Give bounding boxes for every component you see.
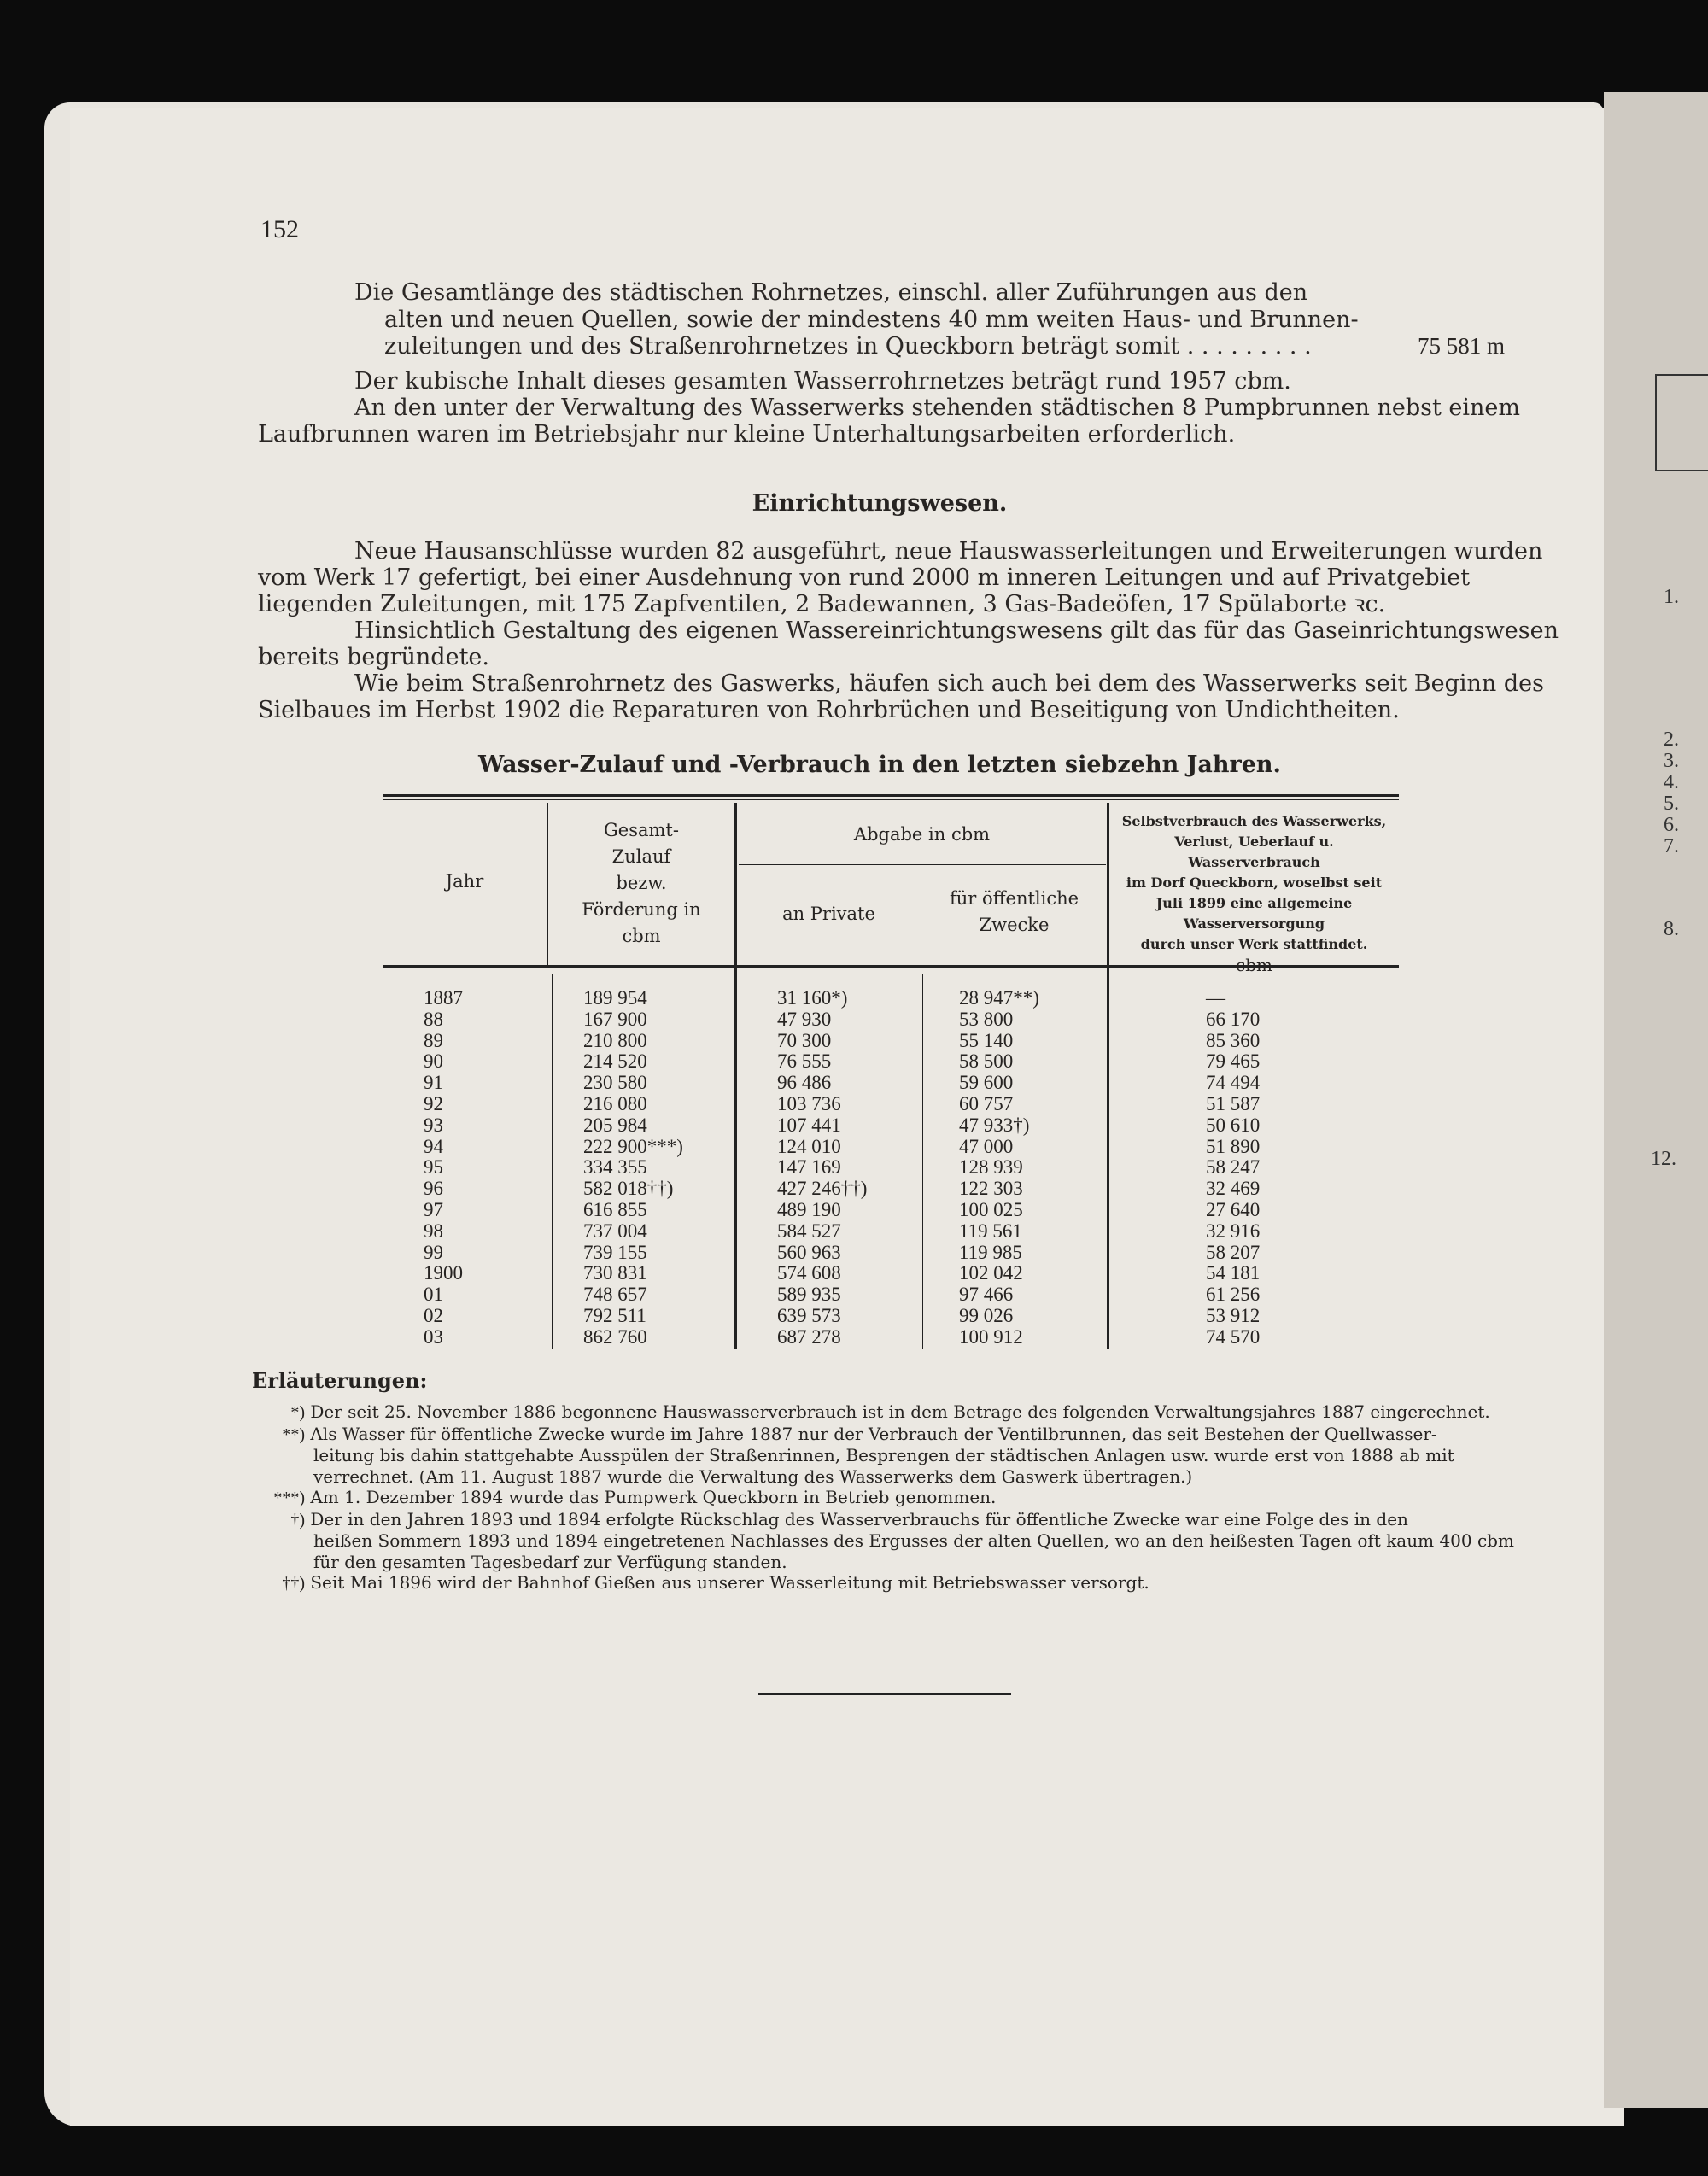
cell-private: 687 278 — [777, 1325, 841, 1348]
adjacent-row-number: 7. — [1664, 835, 1679, 857]
cell-private: 107 441 — [777, 1114, 841, 1136]
cell-self: 51 890 — [1206, 1135, 1261, 1157]
cell-private: 103 736 — [777, 1092, 841, 1114]
footnote-5 — [252, 1572, 1524, 1594]
footnote-marker: *) — [290, 1403, 305, 1422]
cell-self: 27 640 — [1206, 1198, 1261, 1220]
cell-self: 74 494 — [1206, 1072, 1261, 1094]
section-p1-line-2: vom Werk 17 gefertigt, bei einer Ausdehnung von rund 2000 m inneren Leitungen und auf Privatgebiet — [258, 564, 1471, 591]
cell-self: 85 360 — [1206, 1029, 1261, 1051]
header-abgabe: Abgabe in cbm — [853, 824, 991, 845]
table-row — [383, 1243, 1399, 1264]
footnote-marker: ***) — [273, 1489, 305, 1507]
intro-line-1: Die Gesamtlänge des städtischen Rohrnetzes, einschl. aller Zuführungen aus den — [354, 279, 1308, 306]
table-body — [383, 988, 1399, 1348]
adjacent-row-number: 4. — [1664, 771, 1679, 793]
cell-private: 584 527 — [777, 1220, 841, 1242]
cell-self: 50 610 — [1206, 1114, 1261, 1136]
cell-public: 60 757 — [959, 1092, 1014, 1114]
cell-year: 1887 — [424, 987, 463, 1009]
cell-year: 01 — [424, 1284, 443, 1306]
table-title: Wasser-Zulauf und -Verbrauch in den letzten siebzehn Jahren. — [478, 752, 1281, 778]
cell-private: 47 930 — [777, 1008, 832, 1030]
cell-public: 119 985 — [959, 1241, 1022, 1263]
cell-public: 119 561 — [959, 1220, 1022, 1242]
table-row — [383, 1073, 1399, 1094]
cell-total: 216 080 — [583, 1092, 647, 1114]
table-row — [383, 1137, 1399, 1158]
cell-total: 737 004 — [583, 1220, 647, 1242]
table-row — [383, 1009, 1399, 1031]
section-p1-line-1: Neue Hausanschlüsse wurden 82 ausgeführt, neue Hauswasserleitungen und Erweiterungen wurden — [354, 538, 1543, 564]
header-year: Jahr — [445, 871, 484, 892]
cell-total: 616 855 — [583, 1198, 647, 1220]
header-self-line: Wasserversorgung — [1183, 915, 1325, 932]
footnote-text: heißen Sommern 1893 und 1894 eingetretenen Nachlasses des Ergusses der alten Quellen, wo an den heißesten Tagen oft kaum 400 cbm — [313, 1530, 1514, 1551]
header-self-line: Juli 1899 eine allgemeine — [1155, 895, 1353, 911]
adjacent-row-number: 3. — [1664, 750, 1679, 772]
table-row — [383, 1031, 1399, 1052]
table-row — [383, 988, 1399, 1009]
cell-total: 739 155 — [583, 1241, 647, 1263]
footnote-1 — [252, 1401, 1524, 1424]
cell-year: 03 — [424, 1325, 443, 1348]
cell-private: 147 169 — [777, 1156, 841, 1179]
cell-public: 99 026 — [959, 1304, 1014, 1326]
header-private: an Private — [782, 904, 875, 924]
cell-total: 582 018††) — [583, 1178, 674, 1200]
cell-self: 74 570 — [1206, 1325, 1261, 1348]
header-self-line: cbm — [1236, 955, 1272, 975]
cell-year: 88 — [424, 1008, 443, 1030]
header-public-line: für öffentliche — [949, 888, 1079, 909]
footnote-marker: †) — [290, 1510, 305, 1530]
adjacent-row-number: 1. — [1664, 586, 1679, 608]
cell-total: 730 831 — [583, 1262, 647, 1284]
footnote-text: Am 1. Dezember 1894 wurde das Pumpwerk Queckborn in Betrieb genommen. — [310, 1487, 997, 1507]
adjacent-row-number: 2. — [1664, 728, 1679, 751]
cell-public: 28 947**) — [959, 987, 1039, 1009]
cell-private: 489 190 — [777, 1198, 841, 1220]
cell-private: 589 935 — [777, 1284, 841, 1306]
cell-public: 102 042 — [959, 1262, 1023, 1284]
adjacent-row-number: 6. — [1664, 814, 1679, 836]
footnote-4 — [252, 1509, 1524, 1531]
footnote-text: Der in den Jahren 1893 und 1894 erfolgte Rückschlag des Wasserverbrauchs für öffentliche Zwecke war eine Folge des in den — [310, 1508, 1408, 1530]
abgabe-subheader-rule — [739, 864, 1106, 865]
cell-private: 31 160*) — [777, 987, 848, 1009]
cell-public: 59 600 — [959, 1072, 1014, 1094]
header-total — [548, 817, 734, 950]
cell-year: 1900 — [424, 1262, 463, 1284]
table-row — [383, 1200, 1399, 1221]
cell-private: 76 555 — [777, 1050, 832, 1073]
adjacent-row-number: 5. — [1664, 793, 1679, 815]
cell-year: 95 — [424, 1156, 443, 1179]
pump-paragraph-line-1: An den unter der Verwaltung des Wasserwerks stehenden städtischen 8 Pumpbrunnen nebst einem — [354, 395, 1520, 421]
cell-total: 205 984 — [583, 1114, 647, 1136]
cell-self: 54 181 — [1206, 1262, 1261, 1284]
cell-total: 230 580 — [583, 1072, 647, 1094]
footnote-text: verrechnet. (Am 11. August 1887 wurde die Verwaltung des Wasserwerks dem Gaswerk übertragen.) — [313, 1465, 1193, 1487]
cell-public: 122 303 — [959, 1178, 1023, 1200]
footnote-text: leitung bis dahin stattgehabte Ausspülen der Straßenrinnen, Besprengen der städtischen Anlagen usw. wurde erst von 1888 ab mit — [313, 1445, 1454, 1465]
footnotes — [252, 1401, 1524, 1594]
cell-total: 167 900 — [583, 1008, 647, 1030]
cell-year: 02 — [424, 1304, 443, 1326]
cell-public: 47 000 — [959, 1135, 1014, 1157]
footnote-marker: **) — [282, 1424, 305, 1444]
table-row — [383, 1306, 1399, 1327]
section-p2-line-1: Hinsichtlich Gestaltung des eigenen Wassereinrichtungswesens gilt das für das Gaseinrichtungswesen — [354, 617, 1559, 644]
table-row — [383, 1284, 1399, 1306]
cell-year: 89 — [424, 1029, 443, 1051]
cell-year: 93 — [424, 1114, 443, 1136]
header-total-line: bezw. — [616, 873, 667, 893]
cell-public: 55 140 — [959, 1029, 1014, 1051]
footnote-marker: ††) — [282, 1574, 305, 1593]
header-self-line: Verlust, Ueberlauf u. Wasserverbrauch — [1174, 834, 1334, 870]
cell-total: 334 355 — [583, 1156, 647, 1179]
adjacent-table-header — [1655, 374, 1708, 471]
header-total-line: Förderung in — [582, 899, 701, 920]
header-total-line: cbm — [622, 926, 661, 946]
table-row — [383, 1115, 1399, 1137]
header-public — [921, 886, 1107, 939]
cell-private: 427 246††) — [777, 1178, 868, 1200]
cell-private: 124 010 — [777, 1135, 841, 1157]
cell-year: 97 — [424, 1198, 443, 1220]
footnote-text: Der seit 25. November 1886 begonnene Hauswasserverbrauch ist in dem Betrage des folgenden Verwaltungsjahres 1887 eingerechnet. — [310, 1401, 1490, 1422]
table-row — [383, 1094, 1399, 1115]
cell-private: 574 608 — [777, 1262, 841, 1284]
cell-private: 70 300 — [777, 1029, 832, 1051]
total-length-value: 75 581 m — [1418, 333, 1506, 359]
cell-year: 94 — [424, 1135, 443, 1157]
volume-paragraph: Der kubische Inhalt dieses gesamten Wasserrohrnetzes beträgt rund 1957 cbm. — [354, 368, 1291, 395]
cell-total: 792 511 — [583, 1304, 646, 1326]
cell-year: 98 — [424, 1220, 443, 1242]
cell-public: 58 500 — [959, 1050, 1014, 1073]
table-row — [383, 1221, 1399, 1243]
table-row — [383, 1179, 1399, 1200]
footnote-text: Als Wasser für öffentliche Zwecke wurde im Jahre 1887 nur der Verbrauch der Ventilbrunnen, das seit Bestehen der Quellwasser- — [310, 1423, 1437, 1444]
table-row — [383, 1327, 1399, 1348]
end-rule — [758, 1693, 1011, 1695]
header-self-line: durch unser Werk stattfindet. — [1140, 936, 1368, 952]
cell-year: 90 — [424, 1050, 443, 1073]
table-row — [383, 1263, 1399, 1284]
cell-year: 92 — [424, 1092, 443, 1114]
cell-public: 128 939 — [959, 1156, 1023, 1179]
footnote-2 — [252, 1424, 1524, 1446]
cell-self: 58 207 — [1206, 1241, 1261, 1263]
cell-year: 96 — [424, 1178, 443, 1200]
intro-line-2: alten und neuen Quellen, sowie der mindestens 40 mm weiten Haus- und Brunnen- — [384, 307, 1359, 333]
page-number: 152 — [260, 215, 299, 243]
cell-year: 99 — [424, 1241, 443, 1263]
cell-self: 51 587 — [1206, 1092, 1261, 1114]
cell-total: 748 657 — [583, 1284, 647, 1306]
cell-self: 66 170 — [1206, 1008, 1261, 1030]
cell-total: 189 954 — [583, 987, 647, 1009]
cell-private: 639 573 — [777, 1304, 841, 1326]
cell-self: — — [1206, 987, 1225, 1009]
header-total-line: Zulauf — [611, 846, 671, 867]
cell-total: 214 520 — [583, 1050, 647, 1073]
cell-self: 58 247 — [1206, 1156, 1261, 1179]
cell-total: 862 760 — [583, 1325, 647, 1348]
cell-total: 210 800 — [583, 1029, 647, 1051]
cell-public: 100 912 — [959, 1325, 1023, 1348]
table-top-rule — [383, 794, 1399, 797]
cell-self: 61 256 — [1206, 1284, 1261, 1306]
section-heading: Einrichtungswesen. — [752, 490, 1008, 517]
section-p3-line-2: Sielbaues im Herbst 1902 die Reparaturen von Rohrbrüchen und Beseitigung von Undichtheiten. — [258, 697, 1400, 723]
table-row — [383, 1051, 1399, 1073]
header-total-line: Gesamt- — [604, 820, 679, 840]
intro-line-3: zuleitungen und des Straßenrohrnetzes in Queckborn beträgt somit . . . . . . . . . — [384, 333, 1312, 360]
cell-private: 560 963 — [777, 1241, 841, 1263]
data-table — [383, 988, 1399, 1348]
footnote-text: für den gesamten Tagesbedarf zur Verfügung standen. — [313, 1551, 787, 1572]
cell-public: 97 466 — [959, 1284, 1014, 1306]
cell-year: 91 — [424, 1072, 443, 1094]
header-public-line: Zwecke — [979, 915, 1050, 935]
footnote-text: Seit Mai 1896 wird der Bahnhof Gießen aus unserer Wasserleitung mit Betriebswasser versorgt. — [310, 1572, 1149, 1593]
table-top-rule-thin — [383, 799, 1399, 800]
cell-self: 79 465 — [1206, 1050, 1261, 1073]
header-self — [1109, 811, 1399, 975]
section-p2-line-2: bereits begründete. — [258, 644, 489, 670]
cell-self: 32 469 — [1206, 1178, 1261, 1200]
header-self-line: im Dorf Queckborn, woselbst seit — [1126, 874, 1383, 891]
cell-total: 222 900***) — [583, 1135, 683, 1157]
adjacent-row-number: 12. — [1651, 1148, 1676, 1170]
header-self-line: Selbstverbrauch des Wasserwerks, — [1121, 813, 1387, 829]
section-p3-line-1: Wie beim Straßenrohrnetz des Gaswerks, häufen sich auch bei dem des Wasserwerks seit Beginn des — [354, 670, 1545, 697]
cell-self: 53 912 — [1206, 1304, 1261, 1326]
cell-public: 100 025 — [959, 1198, 1023, 1220]
section-p1-line-3: liegenden Zuleitungen, mit 175 Zapfventilen, 2 Badewannen, 3 Gas-Badeöfen, 17 Spülaborte ꝛc. — [258, 591, 1386, 617]
adjacent-row-number: 8. — [1664, 918, 1679, 940]
cell-self: 32 916 — [1206, 1220, 1261, 1242]
notes-heading: Erläuterungen: — [252, 1368, 428, 1393]
table-row — [383, 1157, 1399, 1179]
adjacent-page — [1604, 92, 1708, 2108]
footnote-3 — [252, 1487, 1524, 1509]
cell-public: 47 933†) — [959, 1114, 1030, 1136]
cell-public: 53 800 — [959, 1008, 1014, 1030]
pump-paragraph-line-2: Laufbrunnen waren im Betriebsjahr nur kleine Unterhaltungsarbeiten erforderlich. — [258, 421, 1236, 447]
cell-private: 96 486 — [777, 1072, 832, 1094]
